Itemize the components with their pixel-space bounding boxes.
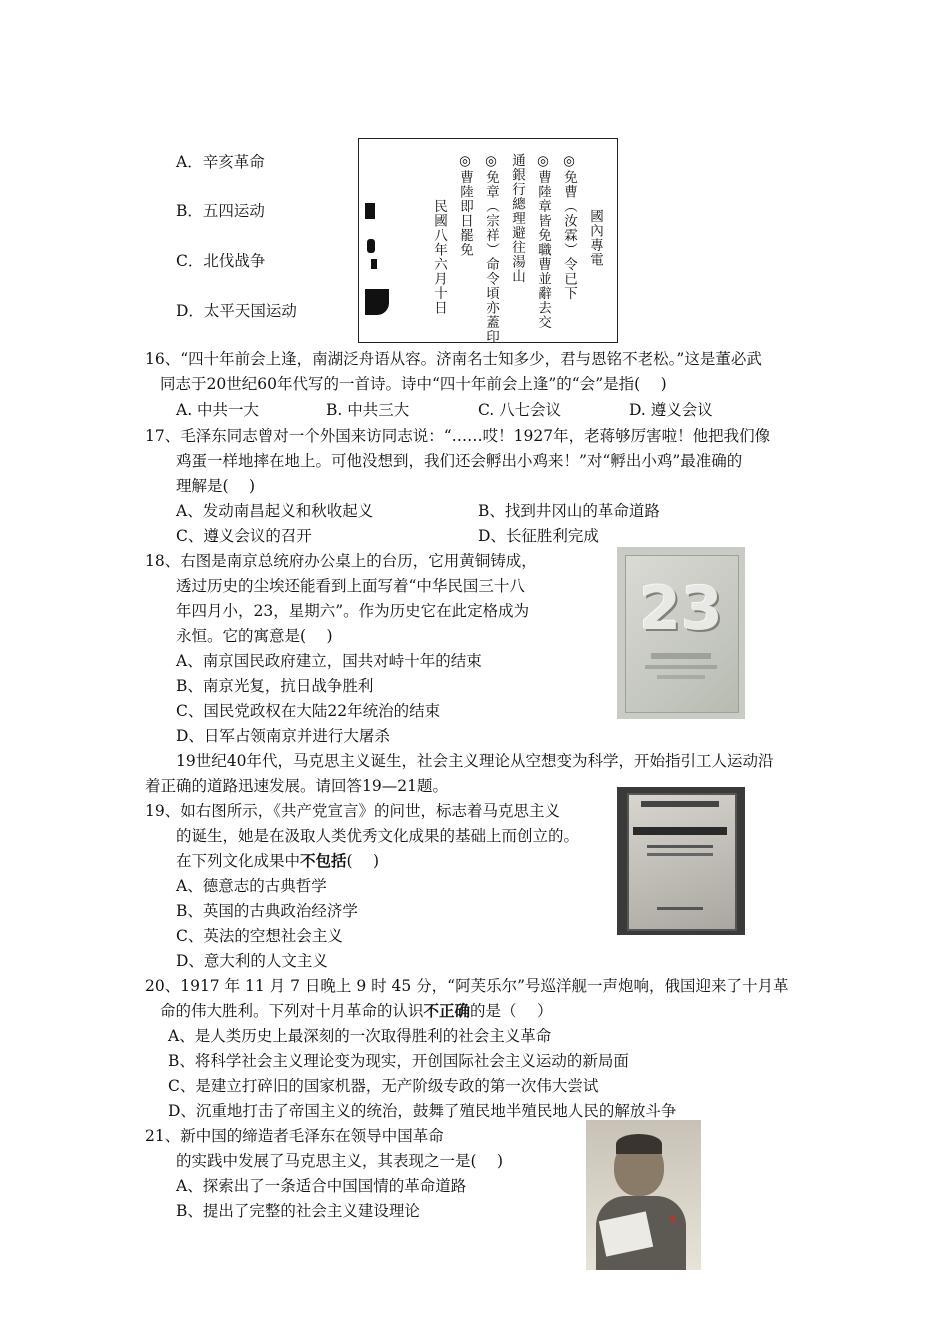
q16-stem-line1: 16、“四十年前会上逢，南湖泛舟语从容。济南名士知多少，君与恩铭不老松。”这是董必武 bbox=[145, 350, 762, 368]
q20-option-d: D、沉重地打击了帝国主义的统治，鼓舞了殖民地半殖民地人民的解放斗争 bbox=[168, 1102, 677, 1120]
q19-option-a: A、德意志的古典哲学 bbox=[176, 877, 327, 895]
q18-stem-line2: 透过历史的尘埃还能看到上面写着“中华民国三十八 bbox=[176, 577, 525, 595]
q20-option-a: A、是人类历史上最深刻的一次取得胜利的社会主义革命 bbox=[168, 1027, 552, 1045]
ink-blot bbox=[365, 289, 389, 315]
q20-stem-line2: 命的伟大胜利。下列对十月革命的认识不正确的是（ ） bbox=[160, 1002, 553, 1020]
intro-line2: 着正确的道路迅速发展。请回答19—21题。 bbox=[145, 777, 448, 795]
q15-option-c: C．北伐战争 bbox=[176, 252, 266, 270]
q19-option-b: B、英国的古典政治经济学 bbox=[176, 902, 358, 920]
q18-option-c: C、国民党政权在大陆22年统治的结束 bbox=[176, 702, 441, 720]
q16-option-d: D. 遵义会议 bbox=[629, 401, 713, 419]
q19-stem-line3: 在下列文化成果中不包括( ) bbox=[176, 852, 380, 870]
q15-option-d: D．太平天国运动 bbox=[176, 302, 297, 320]
calendar-number: 23 bbox=[639, 574, 723, 644]
q19-option-c: C、英法的空想社会主义 bbox=[176, 927, 343, 945]
q18-option-d: D、日军占领南京并进行大屠杀 bbox=[176, 727, 390, 745]
telegram-date: 民國八年六月十日 bbox=[431, 199, 447, 315]
intro-line1: 19世纪40年代，马克思主义诞生，社会主义理论从空想变为科学，开始指引工人运动沿 bbox=[176, 752, 774, 770]
q19-stem-line2: 的诞生，她是在汲取人类优秀文化成果的基础上而创立的。 bbox=[176, 827, 580, 845]
q15-option-a: A．辛亥革命 bbox=[176, 153, 265, 171]
telegram-col-4: 通銀行總理避往湯山 bbox=[509, 153, 525, 284]
q21-stem-line1: 21、新中国的缔造者毛泽东在领导中国革命 bbox=[145, 1127, 444, 1145]
q21-option-b: B、提出了完整的社会主义建设理论 bbox=[176, 1202, 420, 1220]
mao-portrait-photo bbox=[586, 1120, 701, 1270]
q17-stem-line2: 鸡蛋一样地摔在地上。可他没想到，我们还会孵出小鸡来！”对“孵出小鸡”最准确的 bbox=[176, 452, 743, 470]
q20-option-c: C、是建立打碎旧的国家机器，无产阶级专政的第一次伟大尝试 bbox=[168, 1077, 599, 1095]
q16-option-a: A. 中共一大 bbox=[176, 401, 260, 419]
q17-option-c: C、遵义会议的召开 bbox=[176, 527, 312, 545]
ink-blot bbox=[365, 203, 375, 219]
q17-stem-line3: 理解是( ) bbox=[176, 477, 256, 495]
q20-stem-line1: 20、1917 年 11 月 7 日晚上 9 时 45 分，“阿芙乐尔”号巡洋舰一声炮响，俄国迎来了十月革 bbox=[145, 977, 789, 995]
q18-option-a: A、南京国民政府建立，国共对峙十年的结束 bbox=[176, 652, 482, 670]
ink-blot bbox=[367, 239, 375, 253]
q18-stem-line4: 永恒。它的寓意是( ) bbox=[176, 627, 333, 645]
telegram-col-5: ◎免章（宗祥）命令頃亦蓋印 bbox=[483, 153, 499, 344]
q18-stem-line1: 18、右图是南京总统府办公桌上的台历，它用黄铜铸成， bbox=[145, 552, 537, 570]
manifesto-photo bbox=[617, 787, 745, 935]
calendar-photo bbox=[617, 547, 745, 719]
q15-option-b: B．五四运动 bbox=[176, 202, 265, 220]
telegram-figure bbox=[358, 138, 618, 343]
q16-stem-line2: 同志于20世纪60年代写的一首诗。诗中“四十年前会上逢”的“会”是指( ) bbox=[160, 375, 667, 393]
q16-option-c: C. 八七会议 bbox=[478, 401, 562, 419]
q16-option-b: B. 中共三大 bbox=[326, 401, 410, 419]
q18-stem-line3: 年四月小，23，星期六”。作为历史它在此定格成为 bbox=[176, 602, 530, 620]
q20-option-b: B、将科学社会主义理论变为现实，开创国际社会主义运动的新局面 bbox=[168, 1052, 629, 1070]
q17-stem-line1: 17、毛泽东同志曾对一个外国来访同志说：“……哎！1927年，老蒋够厉害啦！他把我们像 bbox=[145, 427, 771, 445]
q19-stem-line1: 19、如右图所示，《共产党宣言》的问世，标志着马克思主义 bbox=[145, 802, 560, 820]
q17-option-a: A、发动南昌起义和秋收起义 bbox=[176, 502, 374, 520]
q19-option-d: D、意大利的人文主义 bbox=[176, 952, 328, 970]
q18-option-b: B、南京光复，抗日战争胜利 bbox=[176, 677, 374, 695]
telegram-col-3: ◎曹陸章皆免職曹並辭去交 bbox=[535, 153, 551, 330]
telegram-col-heading: 國內專電 bbox=[587, 209, 603, 267]
q21-stem-line2: 的实践中发展了马克思主义，其表现之一是( ) bbox=[176, 1152, 504, 1170]
telegram-col-6: ◎曹陸即日罷免 bbox=[457, 153, 473, 257]
q17-option-d: D、长征胜利完成 bbox=[478, 527, 599, 545]
telegram-col-2: ◎免曹（汝霖）令已下 bbox=[561, 153, 577, 301]
q17-option-b: B、找到井冈山的革命道路 bbox=[478, 502, 660, 520]
ink-blot bbox=[371, 259, 377, 269]
q21-option-a: A、探索出了一条适合中国国情的革命道路 bbox=[176, 1177, 467, 1195]
